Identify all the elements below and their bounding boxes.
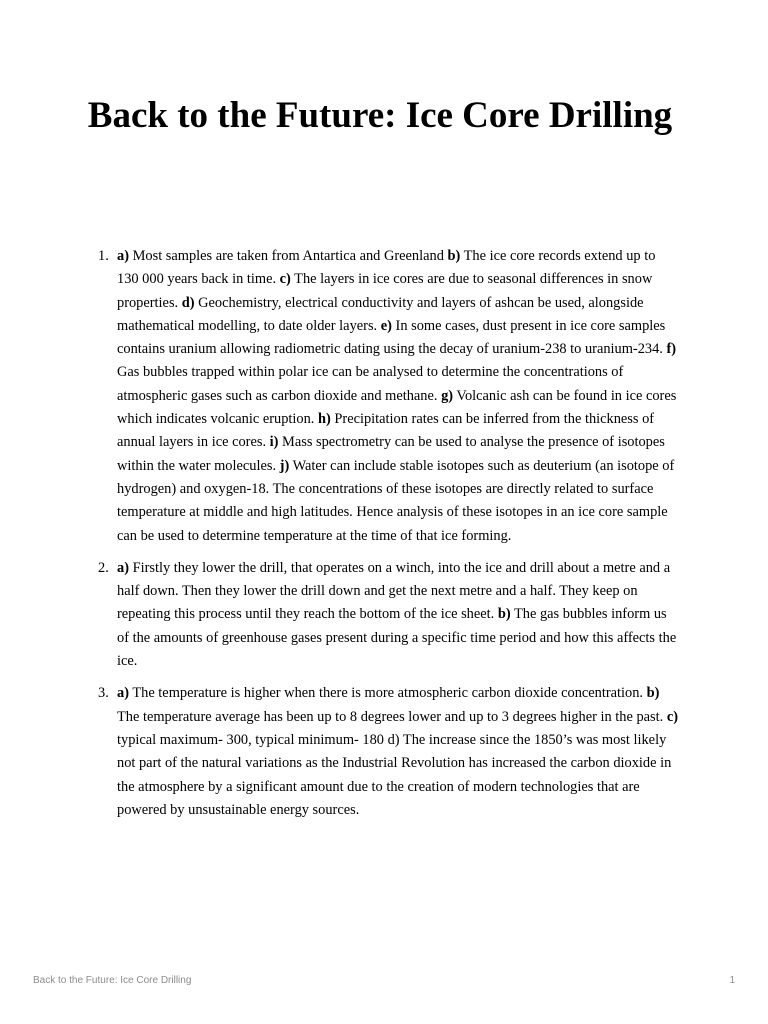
answer-item-2 <box>98 557 679 673</box>
part-label: e) <box>380 317 392 334</box>
part-text: Gas bubbles trapped within polar ice can be analysed to determine the concentrations of atmospheric gases such as carbon dioxide and methane. <box>117 364 624 404</box>
footer-title: Back to the Future: Ice Core Drilling <box>33 975 192 986</box>
part-text: Mass spectrometry can be used to analyse the presence of isotopes within the water molecules. <box>117 434 665 474</box>
part-label: c) <box>666 708 679 725</box>
part-text: The ice core records extend up to 130 000 years back in time. <box>117 248 656 288</box>
part-text: typical maximum- 300, typical minimum- 180 d) The increase since the 1850’s was most likely not part of the natural variations as the Industrial Revolution has increased the carbon dioxide in the atmosphere by a significant amount due to the creation of modern technologies that are powered by unsustainable energy sources. <box>117 731 672 818</box>
part-text: The gas bubbles inform us of the amounts of greenhouse gases present during a specific time period and how this affects the ice. <box>117 606 677 670</box>
item-number: 2. <box>98 559 109 576</box>
answer-list <box>98 245 679 831</box>
answer-text <box>117 685 678 817</box>
answer-text <box>117 248 676 544</box>
answer-item-3 <box>98 682 679 822</box>
page-number: 1 <box>729 975 735 986</box>
part-text: In some cases, dust present in ice core samples contains uranium allowing radiometric dating using the decay of uranium-238 to uranium-234. <box>117 317 667 358</box>
part-label: d) <box>181 294 195 311</box>
part-label: a) <box>117 559 129 576</box>
part-label: c) <box>279 271 291 288</box>
page-title: Back to the Future: Ice Core Drilling <box>87 95 673 136</box>
part-text: The temperature is higher when there is more atmospheric carbon dioxide concentration. <box>129 685 647 702</box>
part-text: Geochemistry, electrical conductivity and layers of ashcan be used, alongside mathematical modelling, to date older layers. <box>117 294 644 334</box>
part-text: Most samples are taken from Antartica and Greenland <box>129 248 448 264</box>
part-text: Volcanic ash can be found in ice cores which indicates volcanic eruption. <box>117 387 677 428</box>
part-text: Firstly they lower the drill, that operates on a winch, into the ice and drill about a metre and a half down. Then they lower the drill down and get the next metre and a half. They keep on repeating this process until they reach the bottom of the ice sheet. <box>117 559 671 623</box>
part-label: a) <box>117 685 129 702</box>
part-text: The temperature average has been up to 8 degrees lower and up to 3 degrees higher in the past. <box>117 708 667 725</box>
part-label: f) <box>666 341 677 358</box>
answer-item-1 <box>98 245 679 548</box>
part-label: g) <box>441 387 454 404</box>
part-label: j) <box>279 457 290 474</box>
answer-text <box>117 560 676 669</box>
part-label: b) <box>497 606 511 623</box>
part-label: a) <box>117 248 129 264</box>
part-label: b) <box>646 685 660 702</box>
item-number: 1. <box>98 248 109 264</box>
part-label: b) <box>447 248 461 264</box>
part-text: Water can include stable isotopes such as deuterium (an isotope of hydrogen) and oxygen-18. The concentrations of these isotopes are directly related to surface temperature at middle and high latitudes. Hence analysis of these isotopes in an ice core sample can be used to determine temperature at the time of that ice forming. <box>117 457 675 544</box>
page-footer <box>33 975 735 986</box>
part-text: Precipitation rates can be inferred from the thickness of annual layers in ice cores. <box>117 411 655 451</box>
part-text: The layers in ice cores are due to seasonal differences in snow properties. <box>117 271 653 311</box>
item-number: 3. <box>98 685 109 702</box>
part-label: i) <box>269 434 279 451</box>
part-label: h) <box>318 411 331 428</box>
